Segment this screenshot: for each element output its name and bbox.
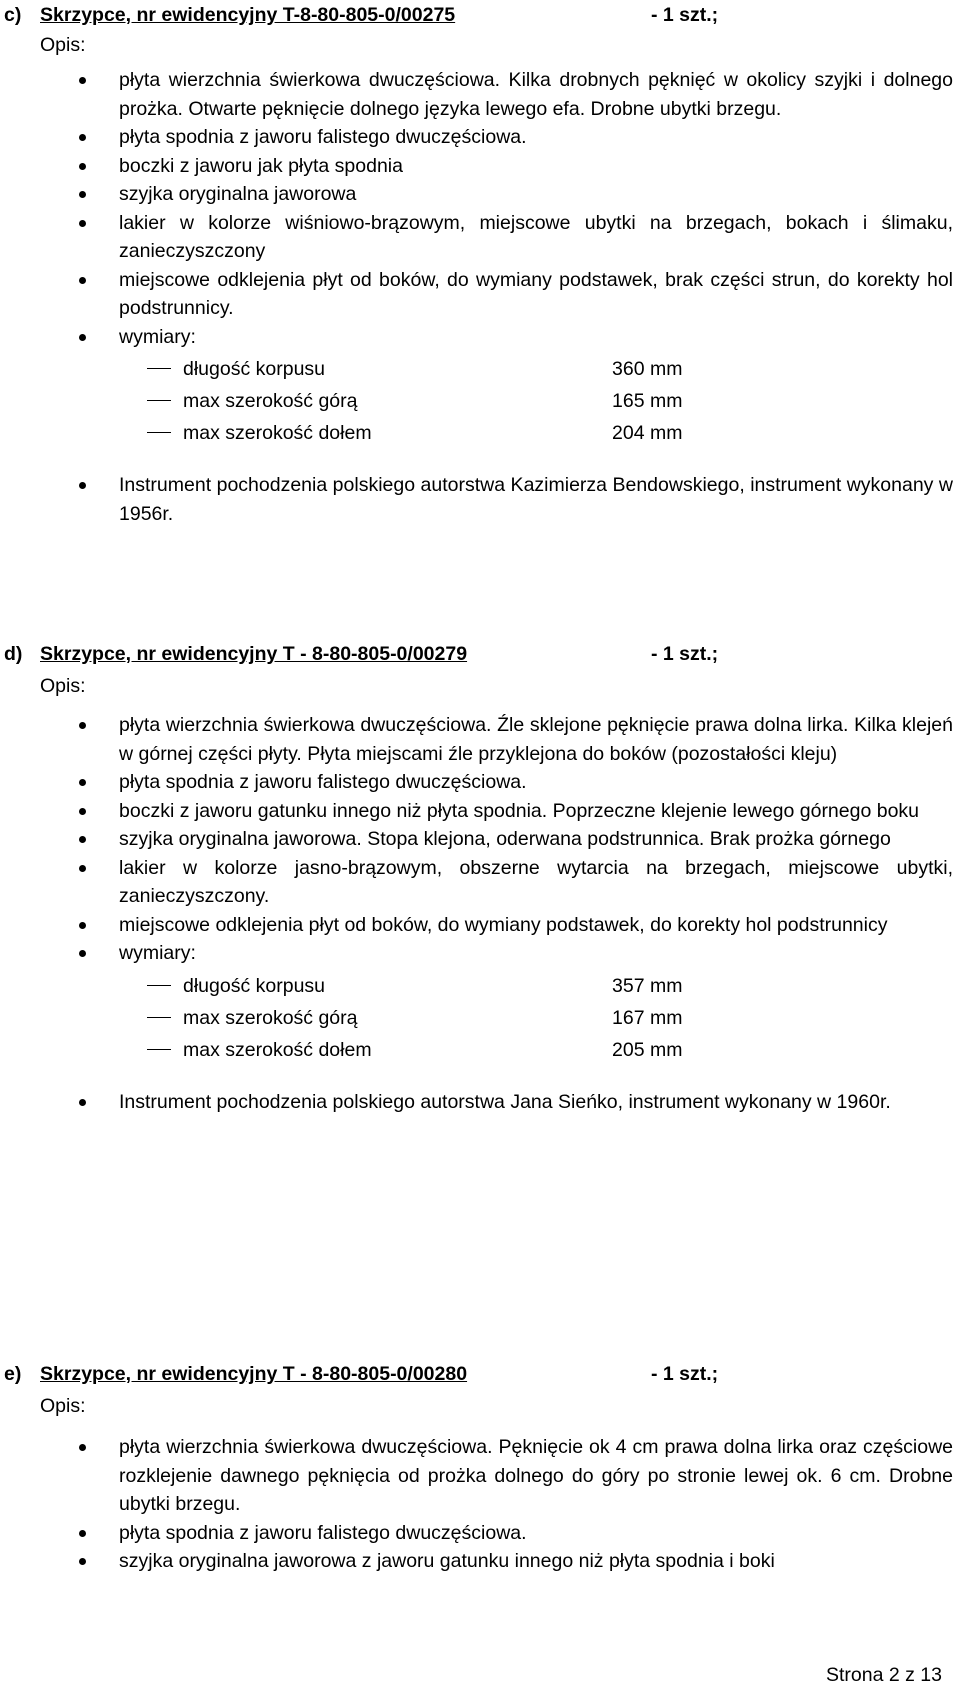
section-letter: e): [4, 1363, 22, 1385]
list-item: boczki z jaworu gatunku innego niż płyta spodnia. Poprzeczne klejenie lewego górnego boku: [0, 797, 953, 826]
section-title: Skrzypce, nr ewidencyjny T - 8-80-805-0/00280: [40, 1363, 468, 1385]
dimension-row: długość korpusu 360 mm: [0, 353, 953, 385]
dash-icon: [147, 368, 171, 369]
dimensions-list: [0, 353, 953, 449]
list-item: szyjka oryginalna jaworowa. Stopa klejona, oderwana podstrunnica. Brak prożka górnego: [0, 825, 953, 854]
list-item: lakier w kolorze jasno-brązowym, obszerne wytarcia na brzegach, miejscowe ubytki, zanieczyszczony.: [0, 854, 953, 911]
section-quantity: - 1 szt.;: [651, 643, 719, 665]
section-letter: c): [4, 4, 22, 26]
list-item: płyta spodnia z jaworu falistego dwuczęściowa.: [0, 1519, 953, 1548]
dimension-row: max szerokość dołem 205 mm: [0, 1034, 953, 1066]
bullet-icon: [79, 836, 86, 843]
bullet-icon: [79, 808, 86, 815]
section-heading: [0, 1363, 960, 1393]
bullet-icon: [79, 1558, 86, 1565]
bullet-icon: [79, 191, 86, 198]
page-number: Strona 2 z 13: [826, 1664, 942, 1686]
bullet-icon: [79, 77, 86, 84]
dimension-row: max szerokość dołem 204 mm: [0, 417, 953, 449]
bullet-icon: [79, 134, 86, 141]
bullet-icon: [79, 1099, 86, 1106]
section-title: Skrzypce, nr ewidencyjny T-8-80-805-0/00275: [40, 4, 456, 26]
dash-icon: [147, 400, 171, 401]
list-item: płyta wierzchnia świerkowa dwuczęściowa. Pęknięcie ok 4 cm prawa dolna lirka oraz częściowe rozklejenie dawnego pęknięcia od prożka dolnego do góry po stronie lewej ok. 6 cm. Drobne ubytki brzegu.: [0, 1433, 953, 1519]
bullet-icon: [79, 220, 86, 227]
description-list: [0, 711, 960, 1116]
opis-label: Opis:: [40, 1395, 86, 1417]
dash-icon: [147, 1049, 171, 1050]
bullet-icon: [79, 482, 86, 489]
bullet-icon: [79, 950, 86, 957]
list-item: boczki z jaworu jak płyta spodnia: [0, 152, 953, 181]
bullet-icon: [79, 163, 86, 170]
section-quantity: - 1 szt.;: [651, 1363, 719, 1385]
section-heading: [0, 4, 960, 34]
list-item: miejscowe odklejenia płyt od boków, do wymiany podstawek, brak części strun, do korekty hol podstrunnicy.: [0, 266, 953, 323]
opis-label: Opis:: [40, 675, 86, 697]
section-letter: d): [4, 643, 23, 665]
bullet-icon: [79, 865, 86, 872]
bullet-icon: [79, 779, 86, 786]
list-item: lakier w kolorze wiśniowo-brązowym, miejscowe ubytki na brzegach, bokach i ślimaku, zanieczyszczony: [0, 209, 953, 266]
dimension-row: max szerokość górą 167 mm: [0, 1002, 953, 1034]
bullet-icon: [79, 922, 86, 929]
dash-icon: [147, 1017, 171, 1018]
section-title: Skrzypce, nr ewidencyjny T - 8-80-805-0/00279: [40, 643, 468, 665]
dash-icon: [147, 985, 171, 986]
list-item: miejscowe odklejenia płyt od boków, do wymiany podstawek, do korekty hol podstrunnicy: [0, 911, 953, 940]
dimension-row: max szerokość górą 165 mm: [0, 385, 953, 417]
list-item-origin: Instrument pochodzenia polskiego autorstwa Jana Sieńko, instrument wykonany w 1960r.: [0, 1088, 953, 1117]
dimension-row: długość korpusu 357 mm: [0, 970, 953, 1002]
section-heading: [0, 643, 960, 673]
description-list: [0, 1433, 960, 1576]
list-item: płyta wierzchnia świerkowa dwuczęściowa. Kilka drobnych pęknięć w okolicy szyjki i dolnego prożka. Otwarte pęknięcie dolnego języka lewego efa. Drobne ubytki brzegu.: [0, 66, 953, 123]
bullet-icon: [79, 277, 86, 284]
list-item: szyjka oryginalna jaworowa: [0, 180, 953, 209]
list-item: płyta wierzchnia świerkowa dwuczęściowa. Źle sklejone pęknięcie prawa dolna lirka. Kilka klejeń w górnej części płyty. Płyta miejscami źle przyklejona do boków (pozostałości kleju): [0, 711, 953, 768]
list-item-dimensions: wymiary: długość korpusu 357 mm max szerokość górą 167 mm max szerokość dołem 205 mm: [0, 939, 953, 1066]
bullet-icon: [79, 1444, 86, 1451]
bullet-icon: [79, 722, 86, 729]
list-item: płyta spodnia z jaworu falistego dwuczęściowa.: [0, 768, 953, 797]
list-item-origin: Instrument pochodzenia polskiego autorstwa Kazimierza Bendowskiego, instrument wykonany w 1956r.: [0, 471, 953, 528]
bullet-icon: [79, 334, 86, 341]
opis-label: Opis:: [40, 34, 86, 56]
list-item: płyta spodnia z jaworu falistego dwuczęściowa.: [0, 123, 953, 152]
section-quantity: - 1 szt.;: [651, 4, 719, 26]
list-item-dimensions: wymiary: długość korpusu 360 mm max szerokość górą 165 mm max szerokość dołem 204 mm: [0, 323, 953, 450]
list-item: szyjka oryginalna jaworowa z jaworu gatunku innego niż płyta spodnia i boki: [0, 1547, 953, 1576]
description-list: [0, 66, 960, 528]
dimensions-list: [0, 970, 953, 1066]
bullet-icon: [79, 1530, 86, 1537]
dash-icon: [147, 432, 171, 433]
